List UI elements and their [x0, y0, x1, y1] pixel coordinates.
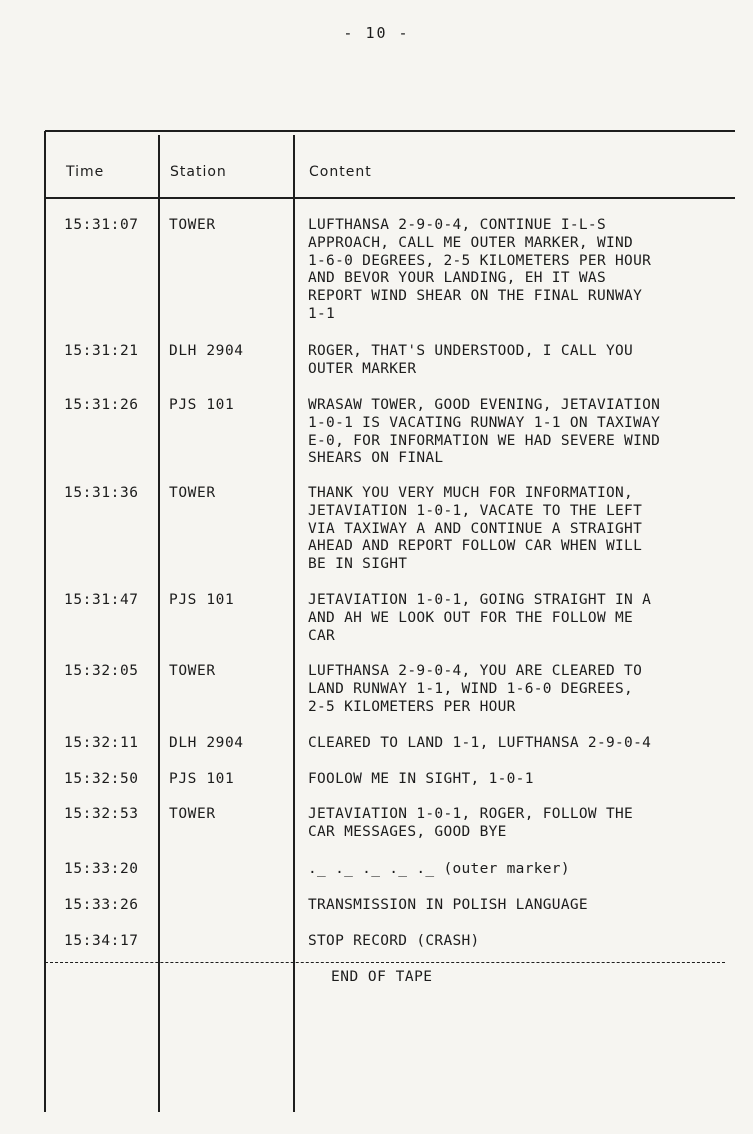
content-line: AND BEVOR YOUR LANDING, EH IT WAS [308, 270, 606, 287]
content-cell [308, 897, 736, 915]
end-of-record-dashed-rule [45, 962, 725, 963]
time-cell: 15:31:26 [64, 397, 139, 413]
station-content-divider [293, 135, 295, 1112]
content-line: LUFTHANSA 2-9-0-4, CONTINUE I-L-S [308, 217, 606, 233]
content-cell [308, 485, 736, 574]
content-cell [308, 217, 736, 324]
content-line: SHEARS ON FINAL [308, 450, 444, 467]
time-cell: 15:31:47 [64, 592, 139, 608]
content-line: JETAVIATION 1-0-1, VACATE TO THE LEFT [308, 502, 643, 519]
time-cell: 15:32:53 [64, 806, 139, 822]
content-line: THANK YOU VERY MUCH FOR INFORMATION, [308, 485, 634, 501]
content-cell [308, 592, 736, 645]
time-cell: 15:33:26 [64, 897, 139, 913]
content-cell [308, 397, 736, 468]
content-line: APPROACH, CALL ME OUTER MARKER, WIND [308, 234, 634, 251]
station-cell: PJS 101 [169, 397, 235, 413]
content-cell [308, 861, 736, 879]
header-station: Station [170, 164, 227, 180]
content-line: OUTER MARKER [308, 360, 417, 377]
content-line: LUFTHANSA 2-9-0-4, YOU ARE CLEARED TO [308, 663, 643, 679]
content-line: STOP RECORD (CRASH) [308, 933, 480, 949]
time-cell: 15:31:07 [64, 217, 139, 233]
station-cell: PJS 101 [169, 771, 235, 787]
table-top-rule [45, 130, 735, 132]
station-cell: TOWER [169, 485, 216, 501]
content-cell [308, 663, 736, 716]
page-number: - 10 - [343, 24, 410, 42]
content-line: TRANSMISSION IN POLISH LANGUAGE [308, 897, 588, 913]
content-line: 2-5 KILOMETERS PER HOUR [308, 698, 516, 715]
content-line: CAR [308, 627, 336, 644]
content-cell [308, 343, 736, 379]
content-line: E-0, FOR INFORMATION WE HAD SEVERE WIND [308, 432, 661, 449]
header-bottom-rule [45, 197, 735, 199]
content-cell [308, 933, 736, 951]
header-content: Content [309, 164, 372, 180]
content-line: CAR MESSAGES, GOOD BYE [308, 823, 507, 840]
content-line: JETAVIATION 1-0-1, ROGER, FOLLOW THE [308, 806, 634, 822]
time-cell: 15:32:05 [64, 663, 139, 679]
time-cell: 15:32:50 [64, 771, 139, 787]
content-line: FOOLOW ME IN SIGHT, 1-0-1 [308, 771, 534, 787]
time-cell: 15:31:21 [64, 343, 139, 359]
station-cell: DLH 2904 [169, 343, 244, 359]
content-line: AHEAD AND REPORT FOLLOW CAR WHEN WILL [308, 538, 643, 555]
content-line: WRASAW TOWER, GOOD EVENING, JETAVIATION [308, 397, 661, 413]
content-cell [308, 806, 736, 842]
table-left-border [44, 131, 46, 1112]
station-cell: TOWER [169, 806, 216, 822]
content-line: CLEARED TO LAND 1-1, LUFTHANSA 2-9-0-4 [308, 735, 652, 751]
time-cell: 15:32:11 [64, 735, 139, 751]
header-time: Time [66, 164, 105, 180]
content-line: 1-1 [308, 305, 336, 322]
content-line: ._ ._ ._ ._ ._ (outer marker) [308, 861, 570, 877]
time-station-divider [158, 135, 160, 1112]
station-cell: DLH 2904 [169, 735, 244, 751]
content-line: VIA TAXIWAY A AND CONTINUE A STRAIGHT [308, 520, 643, 537]
content-cell [308, 771, 736, 789]
content-line: ROGER, THAT'S UNDERSTOOD, I CALL YOU [308, 343, 634, 359]
content-line: BE IN SIGHT [308, 556, 408, 573]
station-cell: PJS 101 [169, 592, 235, 608]
content-line: JETAVIATION 1-0-1, GOING STRAIGHT IN A [308, 592, 652, 608]
content-line: 1-0-1 IS VACATING RUNWAY 1-1 ON TAXIWAY [308, 414, 661, 431]
content-cell [308, 735, 736, 753]
content-line: 1-6-0 DEGREES, 2-5 KILOMETERS PER HOUR [308, 252, 652, 269]
station-cell: TOWER [169, 663, 216, 679]
time-cell: 15:33:20 [64, 861, 139, 877]
time-cell: 15:34:17 [64, 933, 139, 949]
content-line: AND AH WE LOOK OUT FOR THE FOLLOW ME [308, 609, 634, 626]
time-cell: 15:31:36 [64, 485, 139, 501]
content-line: LAND RUNWAY 1-1, WIND 1-6-0 DEGREES, [308, 680, 634, 697]
content-line: REPORT WIND SHEAR ON THE FINAL RUNWAY [308, 288, 643, 305]
end-of-tape-note: END OF TAPE [331, 969, 433, 985]
station-cell: TOWER [169, 217, 216, 233]
